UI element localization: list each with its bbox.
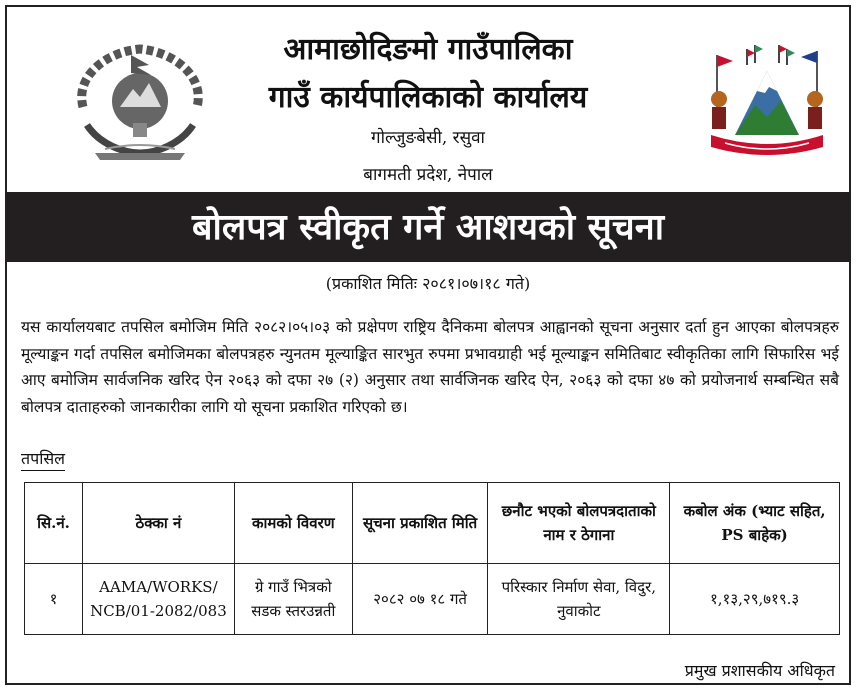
office-name: आमाछोदिङमो गाउँपालिका: [283, 32, 573, 67]
header-serial-no: सि.नं.: [25, 483, 83, 564]
cell-selected-bidder: परिस्कार निर्माण सेवा, विदुर, नुवाकोट: [488, 564, 670, 635]
cell-contract-no: AAMA/WORKS/ NCB/01-2082/083: [82, 564, 234, 635]
header-bid-amount: कबोल अंक (भ्याट सहित, PS बाहेक): [670, 483, 840, 564]
address-line-2: बागमती प्रदेश, नेपाल: [363, 165, 493, 185]
bid-acceptance-table: [24, 482, 840, 635]
cell-bid-amount: १,१३,२९,७१९.३: [670, 564, 840, 635]
table-row: [25, 564, 840, 635]
header-selected-bidder: छनौट भएको बोलपत्रदाताको नाम र ठेगाना: [488, 483, 670, 564]
notice-frame: [5, 5, 851, 685]
office-subtitle: गाउँ कार्यपालिकाको कार्यालय: [268, 80, 588, 115]
published-date: (प्रकाशित मितिः २०८१।०७।१८ गते): [325, 274, 531, 293]
signatory-title: प्रमुख प्रशासकीय अधिकृत: [684, 661, 835, 680]
header-notice-date: सूचना प्रकाशित मिति: [352, 483, 488, 564]
notice-title-banner: बोलपत्र स्वीकृत गर्ने आशयको सूचना: [7, 192, 849, 262]
header-contract-no: ठेक्का नं: [82, 483, 234, 564]
cell-notice-date: २०८२ ०७ १८ गते: [352, 564, 488, 635]
table-header-row: [25, 483, 840, 564]
notice-body-paragraph: यस कार्यालयबाट तपसिल बमोजिम मिति २०८२।०५।०३ को प्रक्षेपण राष्ट्रिय दैनिकमा बोलपत्र आह्वानको सूचना अनुसार दर्ता हुन आएका बोलपत्रहरु मूल्याङ्कन गर्दा तपसिल बमोजिमका बोलपत्रहरु न्युनतम मूल्याङ्कित सारभुत रुपमा प्रभावग्राही भई मूल्याङ्कन समितिबाट स्वीकृतिका लागि सिफारिस भई आए बमोजिम सार्वजनिक खरिद ऐन २०६३ को दफा २७ (२) अनुसार तथा सार्वजिनक खरिद ऐन, २०६३ को दफा ४७ को प्रयोजनार्थ सम्बन्धित सबै बोलपत्र दाताहरुको जानकारीका लागि यो सूचना प्रकाशित गरिएको छ।: [21, 318, 839, 416]
cell-serial-no: १: [25, 564, 83, 635]
tapsil-label: तपसिल: [21, 447, 65, 471]
cell-work-description: ग्रे गाउँ भित्रको सडक स्तरउन्नती: [234, 564, 352, 635]
municipality-logo-icon: [697, 35, 837, 163]
address-line-1: गोल्जुङबेसी, रसुवा: [371, 128, 485, 148]
notice-header: [7, 7, 849, 192]
header-work-description: कामको विवरण: [234, 483, 352, 564]
